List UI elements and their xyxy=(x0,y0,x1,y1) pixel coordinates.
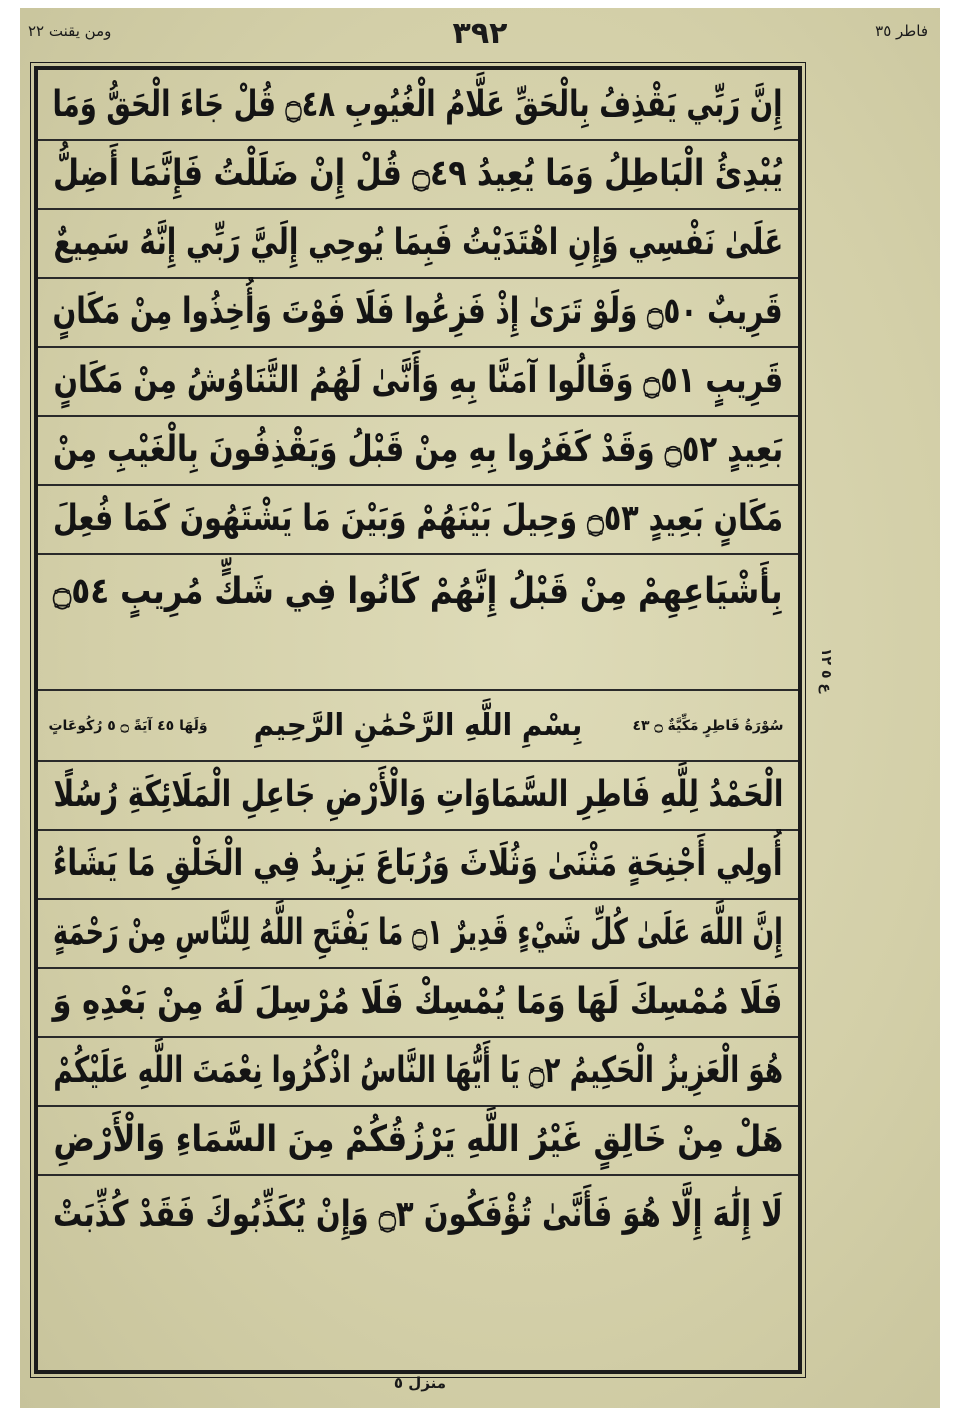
header-surah: فاطر ٣٥ xyxy=(875,22,928,40)
verse-line-4 xyxy=(38,277,798,348)
verse-text: يُبْدِئُ الْبَاطِلُ وَمَا يُعِيدُ ۝٤٩ قُلْ إِنْ ضَلَلْتُ فَإِنَّمَا أَضِلُّ xyxy=(52,153,784,194)
mushaf-page xyxy=(20,8,940,1408)
verse-text: الْحَمْدُ لِلَّهِ فَاطِرِ السَّمَاوَاتِ وَالْأَرْضِ جَاعِلِ الْمَلَائِكَةِ رُسُلًا xyxy=(53,774,783,815)
text-frame xyxy=(34,66,802,1374)
verse-line-1 xyxy=(38,70,798,141)
verse-line-6 xyxy=(38,415,798,486)
verse-text: قَرِيبٍ ۝٥١ وَقَالُوا آمَنَّا بِهِ وَأَنَّىٰ لَهُمُ التَّنَاوُشُ مِنْ مَكَانٍ xyxy=(53,360,783,401)
verse-text: إِنَّ رَبِّي يَقْذِفُ بِالْحَقِّ عَلَّامُ الْغُيُوبِ ۝٤٨ قُلْ جَاءَ الْحَقُّ وَمَا xyxy=(52,84,784,125)
header-juz: ومن يقنت ٢٢ xyxy=(28,22,112,40)
verse-line-8 xyxy=(38,553,798,691)
manzil-footer: منزل ٥ xyxy=(393,1374,447,1392)
surah-info-box: سُوْرَةُ فَاطِرٍ مَكِّيَّةٌ ۝ ٤٣ xyxy=(632,717,784,734)
verse-line-10 xyxy=(38,829,798,900)
verse-line-3 xyxy=(38,208,798,279)
verse-line-12 xyxy=(38,967,798,1038)
verse-line-14 xyxy=(38,1105,798,1176)
ruku-margin-note: ع ٥ ١٢ xyxy=(818,648,834,693)
verse-text: عَلَىٰ نَفْسِي وَإِنِ اهْتَدَيْتُ فَبِمَا يُوحِي إِلَيَّ رَبِّي إِنَّهُ سَمِيعٌ xyxy=(53,222,783,263)
ayah-count-box: وَلَهَا ٤٥ آيَةً ۝ ٥ رُكُوعَاتٍ xyxy=(48,717,208,734)
verse-text: بِأَشْيَاعِهِمْ مِنْ قَبْلُ إِنَّهُمْ كَانُوا فِي شَكٍّ مُرِيبٍ ۝٥٤ xyxy=(53,571,783,612)
verse-line-15 xyxy=(38,1174,798,1254)
verse-line-9 xyxy=(38,760,798,831)
verse-text: أُولِي أَجْنِحَةٍ مَثْنَىٰ وَثُلَاثَ وَرُبَاعَ يَزِيدُ فِي الْخَلْقِ مَا يَشَاءُ xyxy=(53,843,783,884)
verse-text: هُوَ الْعَزِيزُ الْحَكِيمُ ۝٢ يَا أَيُّهَا النَّاسُ اذْكُرُوا نِعْمَتَ اللَّهِ عَلَيْكُمْ xyxy=(53,1050,783,1091)
verse-line-5 xyxy=(38,346,798,417)
verse-text: بَعِيدٍ ۝٥٢ وَقَدْ كَفَرُوا بِهِ مِنْ قَبْلُ وَيَقْذِفُونَ بِالْغَيْبِ مِنْ xyxy=(52,429,784,470)
verse-line-11 xyxy=(38,898,798,969)
verse-line-7 xyxy=(38,484,798,555)
bismillah: بِسْمِ اللَّهِ الرَّحْمَٰنِ الرَّحِيمِ xyxy=(253,708,583,743)
surah-header xyxy=(38,691,798,762)
verse-line-13 xyxy=(38,1036,798,1107)
page-number: ٣٩٢ xyxy=(452,16,508,51)
verse-text: فَلَا مُمْسِكَ لَهَا وَمَا يُمْسِكْ فَلَا مُرْسِلَ لَهُ مِنْ بَعْدِهِ وَ xyxy=(52,981,784,1022)
verse-text: لَا إِلَٰهَ إِلَّا هُوَ فَأَنَّىٰ تُؤْفَكُونَ ۝٣ وَإِنْ يُكَذِّبُوكَ فَقَدْ كُذِّبَتْ xyxy=(53,1193,783,1235)
verse-text: مَكَانٍ بَعِيدٍ ۝٥٣ وَحِيلَ بَيْنَهُمْ وَبَيْنَ مَا يَشْتَهُونَ كَمَا فُعِلَ xyxy=(52,498,784,539)
verse-text: هَلْ مِنْ خَالِقٍ غَيْرُ اللَّهِ يَرْزُقُكُمْ مِنَ السَّمَاءِ وَالْأَرْضِ xyxy=(53,1119,783,1160)
verse-line-2 xyxy=(38,139,798,210)
verse-text: قَرِيبٌ ۝٥٠ وَلَوْ تَرَىٰ إِذْ فَزِعُوا فَلَا فَوْتَ وَأُخِذُوا مِنْ مَكَانٍ xyxy=(52,291,784,332)
verse-text: إِنَّ اللَّهَ عَلَىٰ كُلِّ شَيْءٍ قَدِيرٌ ۝١ مَا يَفْتَحِ اللَّهُ لِلنَّاسِ مِنْ رَحْمَةٍ xyxy=(53,912,783,953)
